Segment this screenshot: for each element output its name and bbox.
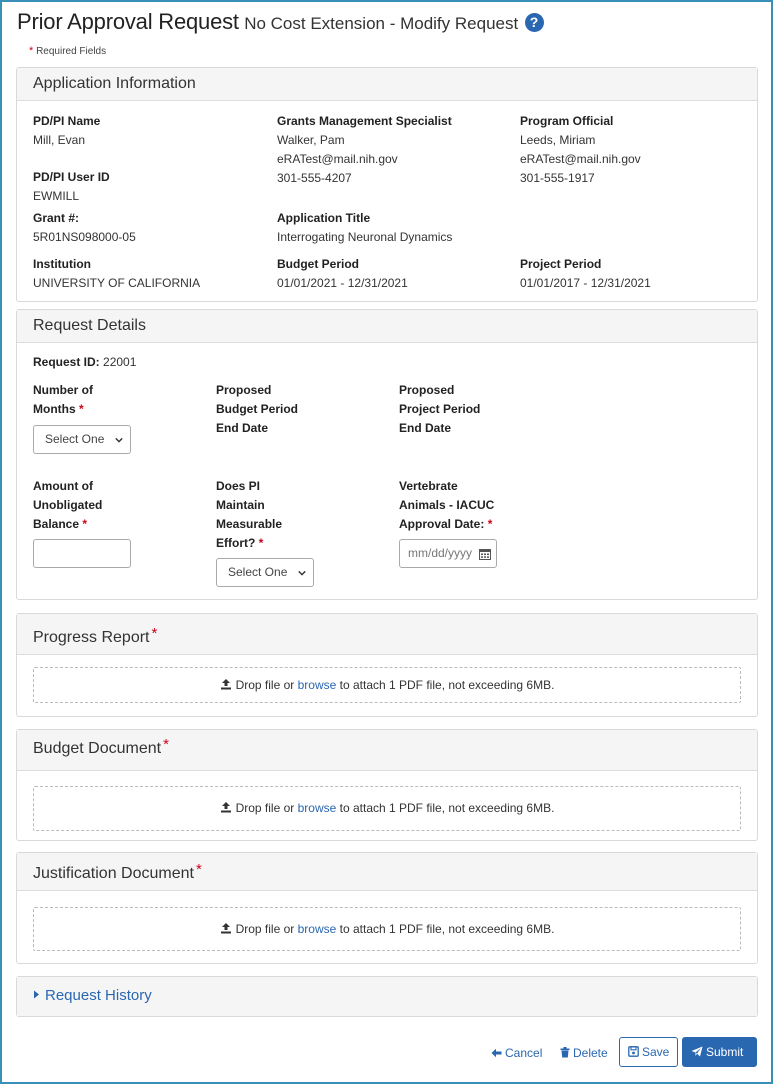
budget-document-dropzone[interactable]: Drop file or browse to attach 1 PDF file, not exceeding 6MB.: [33, 786, 741, 831]
program-official-email: eRATest@mail.nih.gov: [520, 152, 641, 166]
panel-heading: [17, 310, 757, 343]
program-official-group: [520, 112, 641, 188]
institution-value: UNIVERSITY OF CALIFORNIA: [33, 276, 201, 290]
panel-heading: [17, 614, 757, 655]
budget-period-group: [277, 255, 408, 293]
request-id-value: 22001: [103, 355, 137, 369]
justification-document-title: Justification Document: [33, 865, 194, 882]
required-marker: *: [79, 402, 84, 416]
months-label: Number of Months *: [33, 383, 93, 416]
trash-icon: [560, 1047, 570, 1058]
grant-number-group: [33, 209, 136, 247]
request-history-panel: [16, 976, 758, 1017]
request-id-label: Request ID:: [33, 355, 100, 369]
required-marker: *: [82, 517, 88, 531]
justification-document-panel: [16, 852, 758, 964]
unobligated-balance-input[interactable]: [33, 539, 131, 568]
pi-effort-select[interactable]: Select One: [216, 558, 314, 587]
browse-link[interactable]: browse: [297, 678, 337, 692]
browse-link[interactable]: browse: [297, 801, 337, 815]
floppy-disk-icon: [628, 1046, 639, 1057]
application-title-value: Interrogating Neuronal Dynamics: [277, 230, 453, 244]
iacuc-approval-date-label: Vertebrate Animals - IACUC Approval Date: *: [399, 479, 495, 531]
pdpi-user-id-label: PD/PI User ID: [33, 170, 110, 184]
application-title-group: [277, 209, 452, 247]
request-history-toggle[interactable]: [17, 977, 757, 1016]
required-marker: *: [487, 517, 493, 531]
justification-document-dropzone[interactable]: Drop file or browse to attach 1 PDF file, not exceeding 6MB.: [33, 907, 741, 951]
progress-report-title: Progress Report: [33, 629, 150, 646]
program-official-phone: 301-555-1917: [520, 171, 595, 185]
required-marker: *: [163, 736, 169, 753]
required-marker: *: [258, 536, 264, 550]
project-period-label: Project Period: [520, 257, 602, 271]
required-fields-note: [29, 45, 106, 57]
cancel-button[interactable]: Cancel: [491, 1045, 542, 1061]
institution-group: [33, 255, 200, 293]
pdpi-user-id-value: EWMILL: [33, 189, 80, 203]
project-period-group: [520, 255, 651, 293]
request-id: [33, 353, 136, 372]
budget-period-label: Budget Period: [277, 257, 360, 271]
upload-icon: [220, 801, 232, 813]
budget-document-title: Budget Document: [33, 740, 162, 757]
caret-right-icon: [33, 990, 40, 999]
pdpi-name-group: [33, 112, 100, 150]
project-period-value: 01/01/2017 - 12/31/2021: [520, 276, 651, 290]
gms-group: [277, 112, 452, 188]
budget-document-panel: [16, 729, 758, 841]
proposed-project-end-date-label: Proposed Project Period End Date: [399, 383, 481, 435]
paper-plane-icon: [691, 1046, 703, 1057]
request-details-title: Request Details: [33, 317, 146, 334]
budget-period-value: 01/01/2021 - 12/31/2021: [277, 276, 408, 290]
required-marker: *: [29, 45, 34, 57]
browse-link[interactable]: browse: [297, 922, 337, 936]
institution-label: Institution: [33, 257, 91, 271]
application-information-title: Application Information: [33, 75, 196, 92]
gms-phone: 301-555-4207: [277, 171, 352, 185]
application-information-panel: [16, 67, 758, 302]
iacuc-approval-date-input[interactable]: mm/dd/yyyy: [399, 539, 497, 568]
proposed-budget-end-date-label: Proposed Budget Period End Date: [216, 383, 299, 435]
pi-effort-label: Does PI Maintain Measurable Effort? *: [216, 479, 283, 550]
required-fields-label: Required Fields: [36, 46, 107, 57]
chevron-down-icon: [298, 569, 306, 577]
page-subtitle: No Cost Extension - Modify Request: [244, 14, 519, 33]
chevron-down-icon: [115, 436, 123, 444]
panel-heading: [17, 730, 757, 771]
application-title-label: Application Title: [277, 211, 371, 225]
calendar-icon[interactable]: [479, 548, 491, 560]
required-marker: *: [195, 861, 202, 878]
page-header: [17, 9, 544, 35]
page-title: Prior Approval Request: [17, 9, 239, 34]
panel-heading: [17, 853, 757, 891]
number-of-months-select[interactable]: Select One: [33, 425, 131, 454]
question-circle-icon[interactable]: ?: [525, 13, 544, 32]
delete-button[interactable]: Delete: [560, 1045, 608, 1061]
grant-number-value: 5R01NS098000-05: [33, 230, 136, 244]
request-history-label[interactable]: Request History: [45, 987, 152, 1004]
program-official-label: Program Official: [520, 114, 614, 128]
program-official-name: Leeds, Miriam: [520, 133, 596, 147]
grant-number-label: Grant #:: [33, 211, 80, 225]
submit-button[interactable]: Submit: [682, 1037, 757, 1067]
progress-report-panel: [16, 613, 758, 717]
gms-email: eRATest@mail.nih.gov: [277, 152, 398, 166]
gms-label: Grants Management Specialist: [277, 114, 452, 128]
pdpi-name-label: PD/PI Name: [33, 114, 101, 128]
arrow-left-icon: [491, 1048, 502, 1058]
gms-name: Walker, Pam: [277, 133, 345, 147]
upload-icon: [220, 678, 232, 690]
required-marker: *: [151, 625, 158, 642]
panel-heading: [17, 68, 757, 101]
pdpi-name-value: Mill, Evan: [33, 133, 86, 147]
upload-icon: [220, 922, 232, 934]
save-button[interactable]: Save: [619, 1037, 678, 1067]
request-details-panel: [16, 309, 758, 600]
pdpi-user-id-group: [33, 168, 110, 206]
unobligated-balance-label: Amount of Unobligated Balance *: [33, 479, 103, 531]
progress-report-dropzone[interactable]: Drop file or browse to attach 1 PDF file, not exceeding 6MB.: [33, 667, 741, 703]
